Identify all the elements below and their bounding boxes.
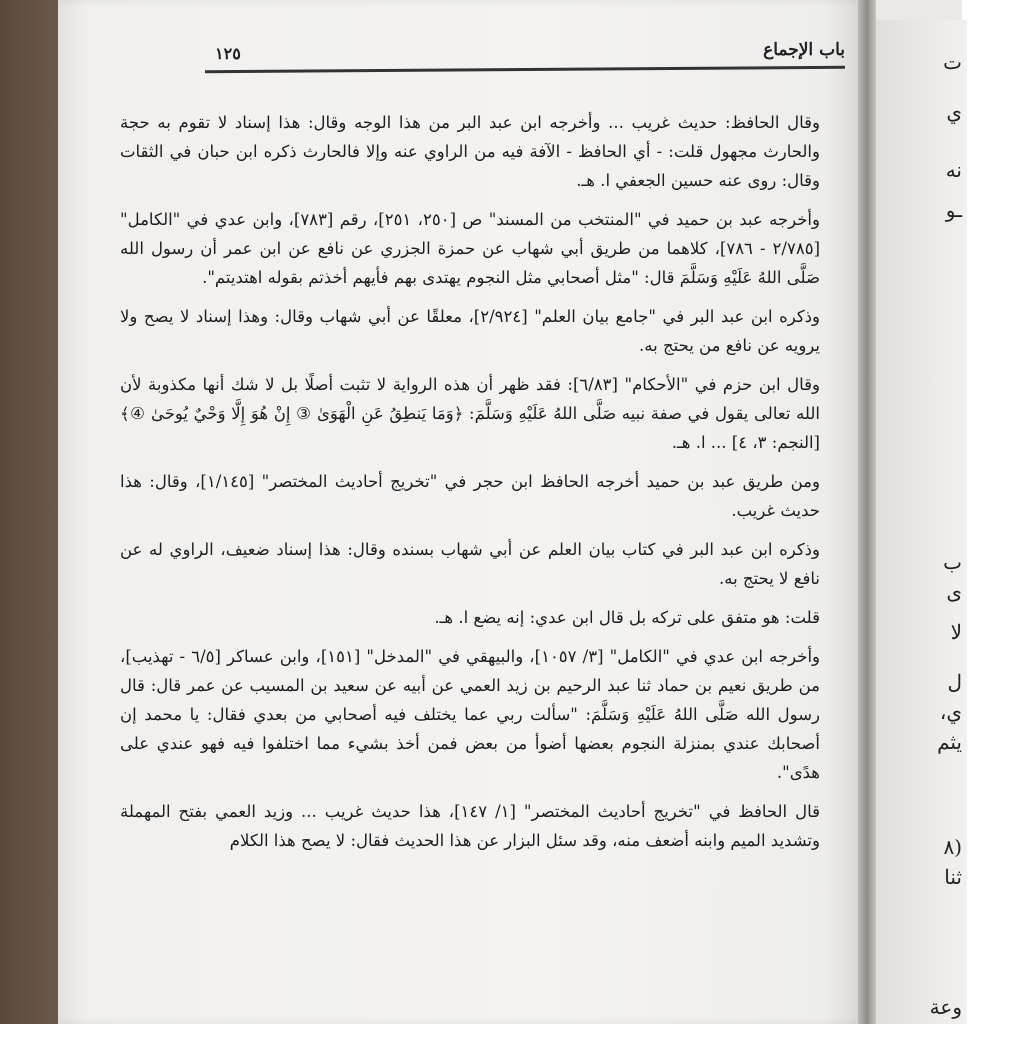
- paragraph: ومن طريق عبد بن حميد أخرجه الحافظ ابن حجر في "تخريج أحاديث المختصر" [١/١٤٥]، وقال: هذا حديث غريب.: [120, 472, 820, 520]
- page-number: ١٢٥: [215, 44, 241, 63]
- facing-fragment: ل: [947, 670, 962, 694]
- paragraph: قلت: هو متفق على تركه بل قال ابن عدي: إنه يضع ا. هـ.: [434, 608, 820, 627]
- facing-fragment: يثم: [937, 730, 962, 754]
- paragraph: وأخرجه عبد بن حميد في "المنتخب من المسند" ص [٢٥٠، ٢٥١]، رقم [٧٨٣]، وابن عدي في "الكامل" [٢/٧٨٥ - ٧٨٦]، كلاهما من طريق أبي شهاب عن حمزة الجزري عن نافع عن ابن عمر أن رسول الله صَلَّى اللهُ عَلَيْهِ وَسَلَّمَ قال: "مثل أصحابي مثل النجوم يهتدى بهم فأيهم أخذتم بقوله اهتديتم".: [120, 210, 820, 287]
- facing-fragment: ى: [946, 580, 962, 604]
- facing-fragment: وعة: [929, 995, 962, 1019]
- facing-fragment: لا: [950, 620, 962, 644]
- book-gutter: [858, 0, 876, 1024]
- paragraph: وقال ابن حزم في "الأحكام" [٦/٨٣]: فقد ظهر أن هذه الرواية لا تثبت أصلًا بل لا شك أنها مكذوبة لأن الله تعالى يقول في صفة نبيه صَلَّى اللهُ عَلَيْهِ وَسَلَّمَ: ﴿وَمَا يَنطِقُ عَنِ الْهَوَىٰ ③ إِنْ هُوَ إِلَّا وَحْيٌ يُوحَىٰ ④﴾ [النجم: ٣، ٤] ... ا. هـ.: [120, 375, 820, 452]
- facing-page-text: [930, 40, 970, 1040]
- facing-fragment: ت: [943, 50, 962, 74]
- facing-fragment: ـو: [945, 198, 962, 222]
- paragraph: وقال الحافظ: حديث غريب ... وأخرجه ابن عبد البر من هذا الوجه وقال: هذا إسناد لا تقوم به حجة والحارث مجهول قلت: - أي الحافظ - الآفة فيه من الراوي عنه وإلا فالحارث ذكره ابن حبان في الثقات وقال: روى عنه حسين الجعفي ا. هـ.: [120, 113, 820, 190]
- paragraph: وذكره ابن عبد البر في "جامع بيان العلم" [٢/٩٢٤]، معلقًا عن أبي شهاب وقال: وهذا إسناد لا يصح ولا يرويه عن نافع من يحتج به.: [120, 307, 820, 355]
- facing-fragment: ي،: [939, 700, 962, 724]
- paragraph: وأخرجه ابن عدي في "الكامل" [٣/ ١٠٥٧]، والبيهقي في "المدخل" [١٥١]، وابن عساكر [٦/٥ - تهذيب]، من طريق نعيم بن حماد ثنا عبد الرحيم بن زيد العمي عن أبيه عن سعيد بن المسيب عن عمر قال: قال رسول الله صَلَّى اللهُ عَلَيْهِ وَسَلَّمَ: "سألت ربي عما يختلف فيه أصحابي من بعدي فقال: يا محمد إن أصحابك عندي بمنزلة النجوم بعضها أضوأ من بعض فمن أخذ بشيء مما اختلفوا فيه فهو عندي على هدًى".: [120, 647, 821, 782]
- chapter-title: باب الإجماع: [763, 40, 845, 60]
- facing-fragment: ب: [943, 550, 962, 574]
- facing-fragment: ثنا: [944, 865, 962, 889]
- facing-fragment: (٨: [943, 835, 962, 859]
- facing-fragment: نه: [945, 158, 962, 182]
- facing-fragment: ي: [946, 100, 962, 124]
- right-margin: [962, 0, 1024, 1024]
- paragraph: قال الحافظ في "تخريج أحاديث المختصر" [١/ ١٤٧]، هذا حديث غريب ... وزيد العمي بفتح المهملة وتشديد الميم وابنه أضعف منه، وقد سئل البزار عن هذا الحديث فقال: لا يصح هذا الكلام: [120, 802, 820, 850]
- page-body: [120, 108, 820, 865]
- paragraph: وذكره ابن عبد البر في كتاب بيان العلم عن أبي شهاب بسنده وقال: هذا إسناد ضعيف، الراوي له عن نافع لا يحتج به.: [120, 540, 820, 588]
